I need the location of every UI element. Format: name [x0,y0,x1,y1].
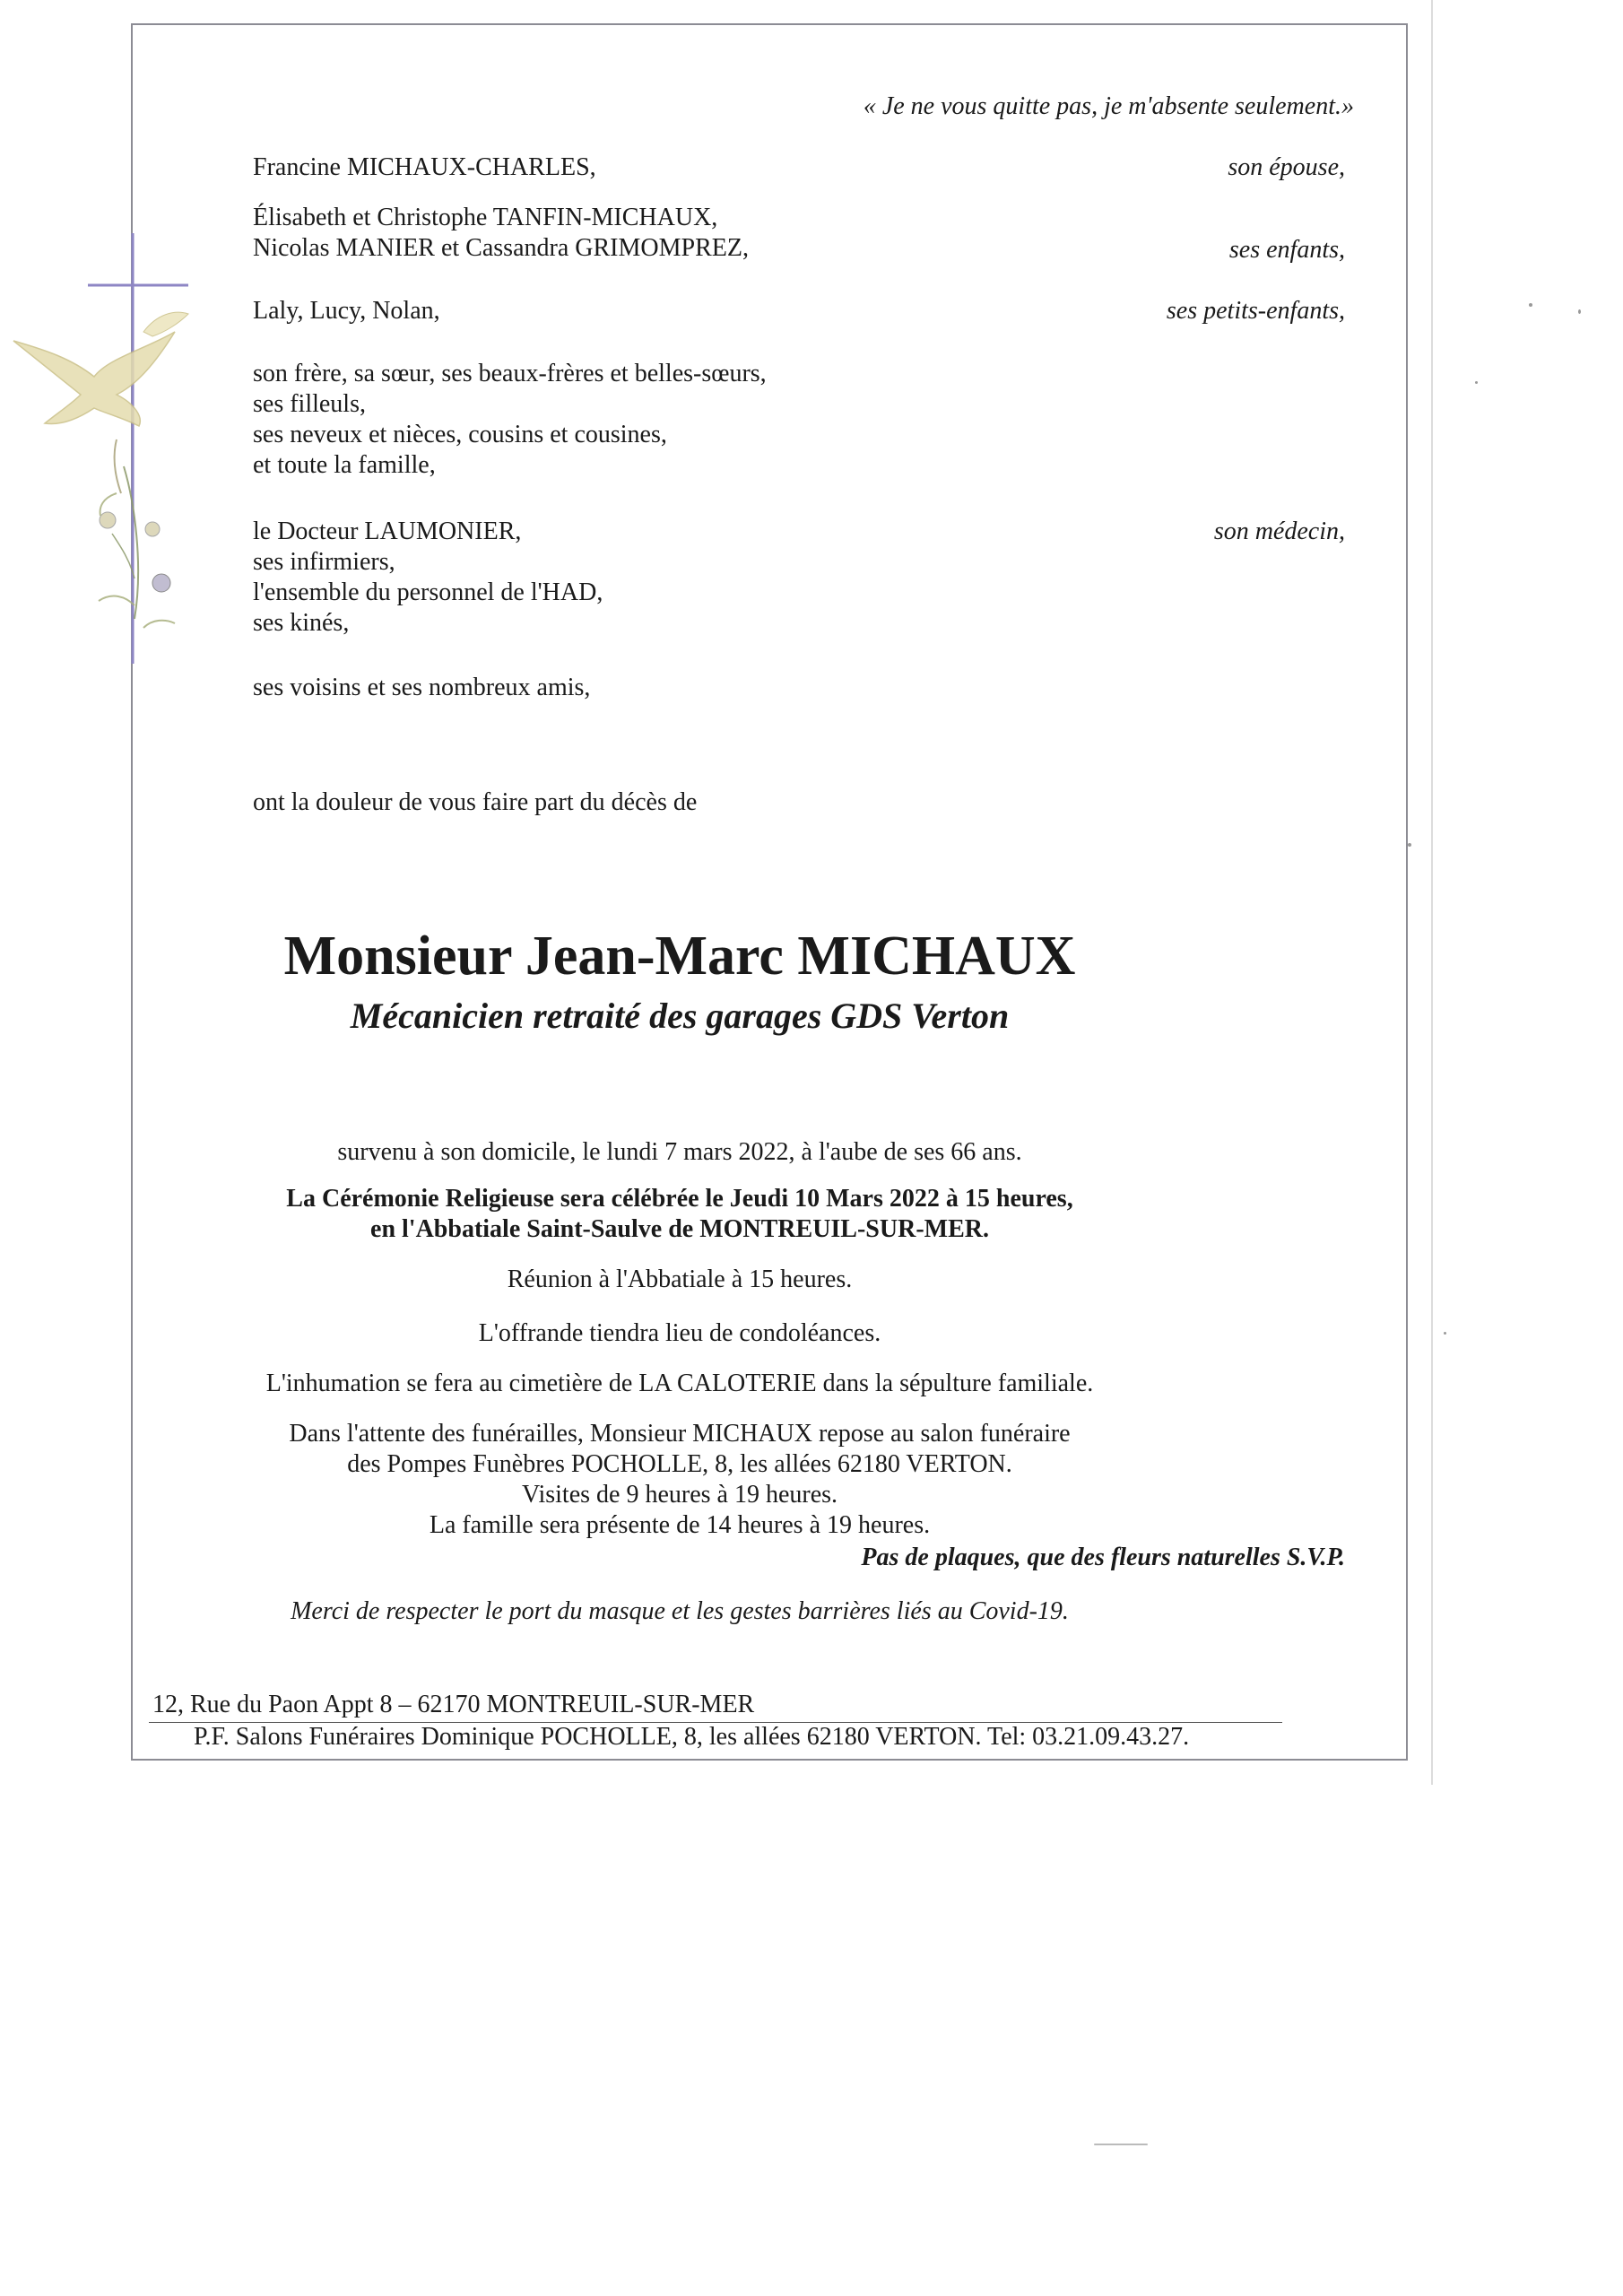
announcement: ont la douleur de vous faire part du décès de [253,788,698,816]
medical-relation: son médecin, [1213,517,1345,545]
medical-line-3: l'ensemble du personnel de l'HAD, [253,578,603,606]
deceased-occupation: Mécanicien retraité des garages GDS Verton [350,996,1010,1036]
family-relatives-line-3: ses neveux et nièces, cousins et cousines, [253,421,667,448]
family-relatives-line-2: ses filleuls, [253,390,366,418]
family-relatives-line-4: et toute la famille, [253,451,436,479]
scan-speck [1529,303,1532,307]
visits-info: Visites de 9 heures à 19 heures. [521,1481,838,1509]
medical-line-4: ses kinés, [253,609,350,637]
medical-line-2: ses infirmiers, [253,548,395,576]
ceremony-line-1: La Cérémonie Religieuse sera célébrée le Jeudi 10 Mars 2022 à 15 heures, [286,1185,1073,1213]
deceased-name: Monsieur Jean-Marc MICHAUX [283,926,1076,987]
rest-line-1: Dans l'attente des funérailles, Monsieur MICHAUX repose au salon funéraire [289,1420,1071,1448]
quote: « Je ne vous quitte pas, je m'absente seulement.» [863,92,1354,120]
footer-funeral-home: P.F. Salons Funéraires Dominique POCHOLLE, 8, les allées 62180 VERTON. Tel: 03.21.09.43.27. [194,1723,1190,1751]
footer-address: 12, Rue du Paon Appt 8 – 62170 MONTREUIL-SUR-MER [152,1691,755,1718]
death-details: survenu à son domicile, le lundi 7 mars 2022, à l'aube de ses 66 ans. [337,1138,1022,1166]
family-grandchildren-relation: ses petits-enfants, [1166,297,1345,325]
family-grandchildren-name: Laly, Lucy, Nolan, [253,297,440,325]
scan-speck [1408,843,1411,847]
scan-speck [1578,309,1581,314]
offering-info: L'offrande tiendra lieu de condoléances. [478,1319,881,1347]
family-children-name-1: Élisabeth et Christophe TANFIN-MICHAUX, [253,204,718,231]
meeting-info: Réunion à l'Abbatiale à 15 heures. [507,1265,853,1293]
burial-info: L'inhumation se fera au cimetière de LA CALOTERIE dans la sépulture familiale. [265,1370,1094,1397]
cross-dove-flowers-icon [9,224,197,673]
scan-speck [1094,2144,1148,2145]
scan-speck [1475,381,1478,384]
scan-speck [1444,1332,1446,1335]
family-children-name-2: Nicolas MANIER et Cassandra GRIMOMPREZ, [253,234,749,262]
family-spouse-name: Francine MICHAUX-CHARLES, [253,153,596,181]
family-present-info: La famille sera présente de 14 heures à 19 heures. [429,1511,931,1539]
scan-edge-line [1431,0,1433,1785]
medical-line-1: le Docteur LAUMONIER, [253,517,522,545]
covid-notice: Merci de respecter le port du masque et les gestes barrières liés au Covid-19. [291,1597,1069,1625]
friends-line: ses voisins et ses nombreux amis, [253,674,591,701]
flowers-request: Pas de plaques, que des fleurs naturelles S.V.P. [861,1544,1345,1571]
family-relatives-line-1: son frère, sa sœur, ses beaux-frères et belles-sœurs, [253,360,767,387]
family-children-relation: ses enfants, [1228,236,1345,264]
ceremony-line-2: en l'Abbatiale Saint-Saulve de MONTREUIL-SUR-MER. [370,1215,989,1243]
family-spouse-relation: son épouse, [1228,153,1345,181]
rest-line-2: des Pompes Funèbres POCHOLLE, 8, les allées 62180 VERTON. [347,1450,1012,1478]
